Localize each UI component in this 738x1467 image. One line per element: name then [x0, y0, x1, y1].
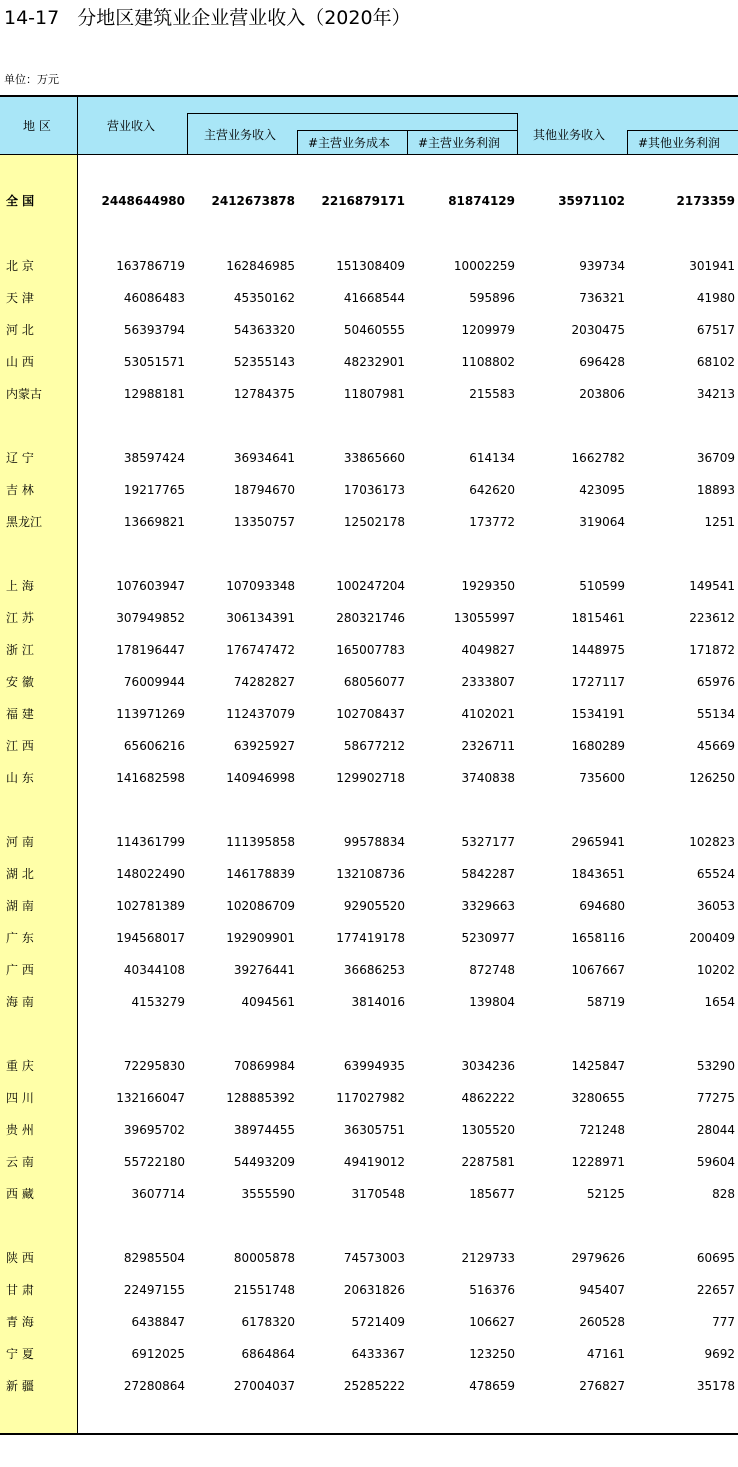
table-cell: 11807981: [343, 387, 405, 401]
table-cell: 1108802: [461, 355, 515, 369]
table-cell: 106627: [469, 1315, 515, 1329]
table-cell: 55134: [696, 707, 735, 721]
region-name: 陕 西: [6, 1251, 34, 1265]
table-cell: 21551748: [233, 1283, 295, 1297]
table-cell: 53290: [696, 1059, 735, 1073]
region-name: 河 北: [6, 323, 34, 337]
table-cell: 696428: [579, 355, 625, 369]
table-cell: 139804: [469, 995, 515, 1009]
table-cell: 736321: [579, 291, 625, 305]
table-cell: 70869984: [233, 1059, 295, 1073]
table-cell: 35178: [696, 1379, 735, 1393]
region-name: 山 西: [6, 355, 34, 369]
table-cell: 112437079: [226, 707, 295, 721]
table-cell: 146178839: [226, 867, 295, 881]
table-cell: 5842287: [461, 867, 515, 881]
table-cell: 47161: [586, 1347, 625, 1361]
region-name: 天 津: [6, 291, 34, 305]
table-cell: 1662782: [571, 451, 625, 465]
table-cell: 3740838: [461, 771, 515, 785]
table-cell: 54363320: [233, 323, 295, 337]
table-cell: 478659: [469, 1379, 515, 1393]
table-cell: 12502178: [343, 515, 405, 529]
table-cell: 80005878: [233, 1251, 295, 1265]
table-cell: 1727117: [571, 675, 625, 689]
table-cell: 74573003: [343, 1251, 405, 1265]
header-revenue: 营业收入: [107, 119, 156, 133]
table-number: 14-17: [4, 7, 60, 29]
table-cell: 36934641: [233, 451, 295, 465]
table-row: [0, 442, 738, 474]
region-name: 青 海: [6, 1315, 34, 1329]
table-cell: 3034236: [461, 1059, 515, 1073]
table-cell: 58677212: [343, 739, 405, 753]
table-row: [0, 1242, 738, 1274]
table-cell: 19217765: [123, 483, 185, 497]
table-row: [0, 474, 738, 506]
table-cell: 36053: [696, 899, 735, 913]
table-cell: 17036173: [343, 483, 405, 497]
table-cell: 1067667: [571, 963, 625, 977]
region-name: 广 东: [6, 931, 34, 945]
region-name: 广 西: [6, 963, 34, 977]
table-cell: 165007783: [336, 643, 405, 657]
table-cell: 27004037: [233, 1379, 295, 1393]
region-name: 山 东: [6, 771, 34, 785]
table-cell: 516376: [469, 1283, 515, 1297]
table-cell: 52355143: [233, 355, 295, 369]
table-cell: 1425847: [571, 1059, 625, 1073]
table-cell: 1680289: [571, 739, 625, 753]
table-cell: 423095: [579, 483, 625, 497]
table-cell: 67517: [696, 323, 735, 337]
table-cell: 129902718: [336, 771, 405, 785]
table-row: [0, 986, 738, 1018]
table-cell: 148022490: [116, 867, 185, 881]
table-cell: 22497155: [123, 1283, 185, 1297]
table-cell: 2965941: [571, 835, 625, 849]
region-name: 安 徽: [6, 675, 34, 689]
table-cell: 18794670: [233, 483, 295, 497]
region-name: 重 庆: [6, 1059, 34, 1073]
table-cell: 28044: [696, 1123, 735, 1137]
table-cell: 173772: [469, 515, 515, 529]
table-cell: 2412673878: [211, 194, 295, 208]
table-cell: 1843651: [571, 867, 625, 881]
table-cell: 141682598: [116, 771, 185, 785]
region-name: 新 疆: [6, 1379, 34, 1393]
header-divider: [627, 130, 738, 131]
table-cell: 107093348: [226, 579, 295, 593]
table-cell: 10202: [696, 963, 735, 977]
table-cell: 6178320: [241, 1315, 295, 1329]
table-cell: 39695702: [123, 1123, 185, 1137]
header-main-profit: #主营业务利润: [418, 136, 501, 150]
table-cell: 163786719: [116, 259, 185, 273]
table-row: [0, 634, 738, 666]
table-cell: 223612: [689, 611, 735, 625]
region-name: 河 南: [6, 835, 34, 849]
table-cell: 2287581: [461, 1155, 515, 1169]
region-name: 甘 肃: [6, 1283, 34, 1297]
region-name: 浙 江: [6, 643, 34, 657]
table-cell: 194568017: [116, 931, 185, 945]
region-name: 北 京: [6, 259, 34, 273]
header-other-profit: #其他业务利润: [638, 136, 721, 150]
table-cell: 149541: [689, 579, 735, 593]
table-cell: 276827: [579, 1379, 625, 1393]
table-cell: 5230977: [461, 931, 515, 945]
table-row: [0, 858, 738, 890]
table-cell: 38597424: [123, 451, 185, 465]
header-main-revenue: 主营业务收入: [204, 128, 277, 142]
table-cell: 63925927: [233, 739, 295, 753]
table-cell: 9692: [704, 1347, 735, 1361]
table-cell: 82985504: [123, 1251, 185, 1265]
table-cell: 192909901: [226, 931, 295, 945]
top-rule: [0, 95, 738, 97]
region-name: 吉 林: [6, 483, 34, 497]
table-cell: 49419012: [343, 1155, 405, 1169]
table-cell: 102823: [689, 835, 735, 849]
region-name: 贵 州: [6, 1123, 34, 1137]
header-divider: [187, 113, 188, 155]
table-cell: 301941: [689, 259, 735, 273]
table-cell: 510599: [579, 579, 625, 593]
table-row: [0, 314, 738, 346]
table-row: [0, 922, 738, 954]
table-cell: 123250: [469, 1347, 515, 1361]
region-name: 全 国: [6, 194, 35, 208]
table-cell: 828: [712, 1187, 735, 1201]
table-row: [0, 1050, 738, 1082]
table-cell: 1929350: [461, 579, 515, 593]
table-cell: 72295830: [123, 1059, 185, 1073]
table-cell: 99578834: [343, 835, 405, 849]
table-cell: 1251: [704, 515, 735, 529]
table-cell: 35971102: [558, 194, 625, 208]
table-cell: 642620: [469, 483, 515, 497]
table-row: [0, 378, 738, 410]
table-cell: 176747472: [226, 643, 295, 657]
table-cell: 6433367: [351, 1347, 405, 1361]
table-cell: 5327177: [461, 835, 515, 849]
table-cell: 2326711: [461, 739, 515, 753]
table-row: [0, 826, 738, 858]
table-cell: 4049827: [461, 643, 515, 657]
table-cell: 50460555: [343, 323, 405, 337]
table-cell: 100247204: [336, 579, 405, 593]
table-row: [0, 1178, 738, 1210]
table-row: [0, 890, 738, 922]
table-cell: 694680: [579, 899, 625, 913]
table-row: [0, 1306, 738, 1338]
table-row: [0, 1146, 738, 1178]
table-row: [0, 1082, 738, 1114]
table-cell: 178196447: [116, 643, 185, 657]
table-cell: 81874129: [448, 194, 515, 208]
table-cell: 614134: [469, 451, 515, 465]
table-cell: 45350162: [233, 291, 295, 305]
table-cell: 18893: [696, 483, 735, 497]
table-cell: 595896: [469, 291, 515, 305]
table-cell: 74282827: [233, 675, 295, 689]
table-cell: 6438847: [131, 1315, 185, 1329]
table-cell: 2216879171: [321, 194, 405, 208]
region-name: 江 苏: [6, 611, 34, 625]
table-cell: 1654: [704, 995, 735, 1009]
table-title: 分地区建筑业企业营业收入（2020年）: [77, 7, 411, 29]
table-row: [0, 1338, 738, 1370]
table-cell: 140946998: [226, 771, 295, 785]
table-cell: 4094561: [241, 995, 295, 1009]
table-cell: 46086483: [123, 291, 185, 305]
region-name: 上 海: [6, 579, 34, 593]
table-cell: 1448975: [571, 643, 625, 657]
table-cell: 102086709: [226, 899, 295, 913]
table-cell: 45669: [696, 739, 735, 753]
table-cell: 2173359: [676, 194, 735, 208]
table-cell: 1658116: [571, 931, 625, 945]
table-cell: 54493209: [233, 1155, 295, 1169]
table-cell: 38974455: [233, 1123, 295, 1137]
region-name: 辽 宁: [6, 451, 34, 465]
region-name: 四 川: [6, 1091, 34, 1105]
header-region: 地 区: [23, 119, 51, 133]
table-row: [0, 666, 738, 698]
region-name: 湖 南: [6, 899, 34, 913]
table-cell: 280321746: [336, 611, 405, 625]
table-row: [0, 954, 738, 986]
table-cell: 12784375: [233, 387, 295, 401]
table-cell: 203806: [579, 387, 625, 401]
table-cell: 77275: [696, 1091, 735, 1105]
table-cell: 132166047: [116, 1091, 185, 1105]
table-cell: 40344108: [123, 963, 185, 977]
table-cell: 65606216: [123, 739, 185, 753]
table-cell: 111395858: [226, 835, 295, 849]
header-divider: [627, 130, 628, 155]
table-cell: 52125: [586, 1187, 625, 1201]
table-cell: 171872: [689, 643, 735, 657]
table-row: [0, 762, 738, 794]
table-cell: 162846985: [226, 259, 295, 273]
table-cell: 107603947: [116, 579, 185, 593]
table-cell: 59604: [696, 1155, 735, 1169]
table-cell: 128885392: [226, 1091, 295, 1105]
region-name: 福 建: [6, 707, 34, 721]
header-other-revenue: 其他业务收入: [533, 128, 606, 142]
table-cell: 1815461: [571, 611, 625, 625]
table-cell: 39276441: [233, 963, 295, 977]
header-divider: [407, 130, 408, 155]
unit-label: 单位：万元: [4, 73, 59, 86]
header-divider: [517, 113, 518, 155]
table-cell: 200409: [689, 931, 735, 945]
page-title: [4, 6, 411, 30]
table-cell: 2129733: [461, 1251, 515, 1265]
table-cell: 6912025: [131, 1347, 185, 1361]
table-cell: 2333807: [461, 675, 515, 689]
table-cell: 5721409: [351, 1315, 405, 1329]
table-cell: 2030475: [571, 323, 625, 337]
table-cell: 872748: [469, 963, 515, 977]
table-cell: 721248: [579, 1123, 625, 1137]
table-cell: 215583: [469, 387, 515, 401]
header-divider: [297, 130, 518, 131]
table-cell: 76009944: [123, 675, 185, 689]
table-row: [0, 1274, 738, 1306]
table-row: [0, 506, 738, 538]
table-cell: 177419178: [336, 931, 405, 945]
table-cell: 65524: [696, 867, 735, 881]
table-cell: 41980: [696, 291, 735, 305]
table-cell: 53051571: [123, 355, 185, 369]
table-row: [0, 602, 738, 634]
table-cell: 4153279: [131, 995, 185, 1009]
bottom-rule: [0, 1433, 738, 1435]
region-name: 西 藏: [6, 1187, 34, 1201]
table-cell: 22657: [696, 1283, 735, 1297]
table-cell: 102781389: [116, 899, 185, 913]
table-cell: 307949852: [116, 611, 185, 625]
table-cell: 735600: [579, 771, 625, 785]
table-cell: 36305751: [343, 1123, 405, 1137]
table-row: [0, 1370, 738, 1402]
table-cell: 6864864: [241, 1347, 295, 1361]
region-name: 黑龙江: [6, 515, 43, 529]
table-cell: 34213: [696, 387, 735, 401]
table-cell: 126250: [689, 771, 735, 785]
table-cell: 25285222: [343, 1379, 405, 1393]
region-name: 宁 夏: [6, 1347, 34, 1361]
table-cell: 1209979: [461, 323, 515, 337]
table-row: [0, 698, 738, 730]
table-cell: 63994935: [343, 1059, 405, 1073]
table-cell: 1228971: [571, 1155, 625, 1169]
table-cell: 58719: [586, 995, 625, 1009]
table-cell: 36686253: [343, 963, 405, 977]
region-name: 内蒙古: [6, 387, 43, 401]
table-cell: 56393794: [123, 323, 185, 337]
table-cell: 4862222: [461, 1091, 515, 1105]
table-cell: 3814016: [351, 995, 405, 1009]
table-cell: 114361799: [116, 835, 185, 849]
table-row: [0, 250, 738, 282]
table-cell: 113971269: [116, 707, 185, 721]
table-cell: 151308409: [336, 259, 405, 273]
table-row: [0, 346, 738, 378]
table-cell: 20631826: [343, 1283, 405, 1297]
region-name: 云 南: [6, 1155, 34, 1169]
table-cell: 2979626: [571, 1251, 625, 1265]
header-main-cost: #主营业务成本: [308, 136, 391, 150]
table-cell: 41668544: [343, 291, 405, 305]
table-cell: 2448644980: [101, 194, 185, 208]
table-cell: 3170548: [351, 1187, 405, 1201]
table-cell: 939734: [579, 259, 625, 273]
table-cell: 10002259: [453, 259, 515, 273]
table-cell: 36709: [696, 451, 735, 465]
table-cell: 3555590: [241, 1187, 295, 1201]
table-cell: 777: [712, 1315, 735, 1329]
table-cell: 3280655: [571, 1091, 625, 1105]
table-row: [0, 1114, 738, 1146]
region-name: 江 西: [6, 739, 34, 753]
table-row: [0, 730, 738, 762]
table-cell: 60695: [696, 1251, 735, 1265]
table-row: [0, 570, 738, 602]
table-cell: 68056077: [343, 675, 405, 689]
table-row: [0, 282, 738, 314]
header-divider: [187, 113, 518, 114]
table-cell: 13350757: [233, 515, 295, 529]
table-cell: 1305520: [461, 1123, 515, 1137]
table-cell: 117027982: [336, 1091, 405, 1105]
table-cell: 4102021: [461, 707, 515, 721]
table-cell: 185677: [469, 1187, 515, 1201]
table-cell: 12988181: [123, 387, 185, 401]
table-cell: 55722180: [123, 1155, 185, 1169]
table-row: [0, 185, 738, 217]
table-cell: 65976: [696, 675, 735, 689]
table-cell: 92905520: [343, 899, 405, 913]
table-cell: 3607714: [131, 1187, 185, 1201]
region-name: 海 南: [6, 995, 34, 1009]
region-name: 湖 北: [6, 867, 34, 881]
table-cell: 3329663: [461, 899, 515, 913]
table-cell: 33865660: [343, 451, 405, 465]
table-cell: 27280864: [123, 1379, 185, 1393]
table-cell: 48232901: [343, 355, 405, 369]
table-cell: 132108736: [336, 867, 405, 881]
table-cell: 945407: [579, 1283, 625, 1297]
header-divider: [297, 130, 298, 155]
table-cell: 102708437: [336, 707, 405, 721]
table-cell: 13669821: [123, 515, 185, 529]
table-cell: 319064: [579, 515, 625, 529]
table-cell: 13055997: [453, 611, 515, 625]
table-cell: 306134391: [226, 611, 295, 625]
table-cell: 68102: [696, 355, 735, 369]
table-cell: 260528: [579, 1315, 625, 1329]
table-cell: 1534191: [571, 707, 625, 721]
